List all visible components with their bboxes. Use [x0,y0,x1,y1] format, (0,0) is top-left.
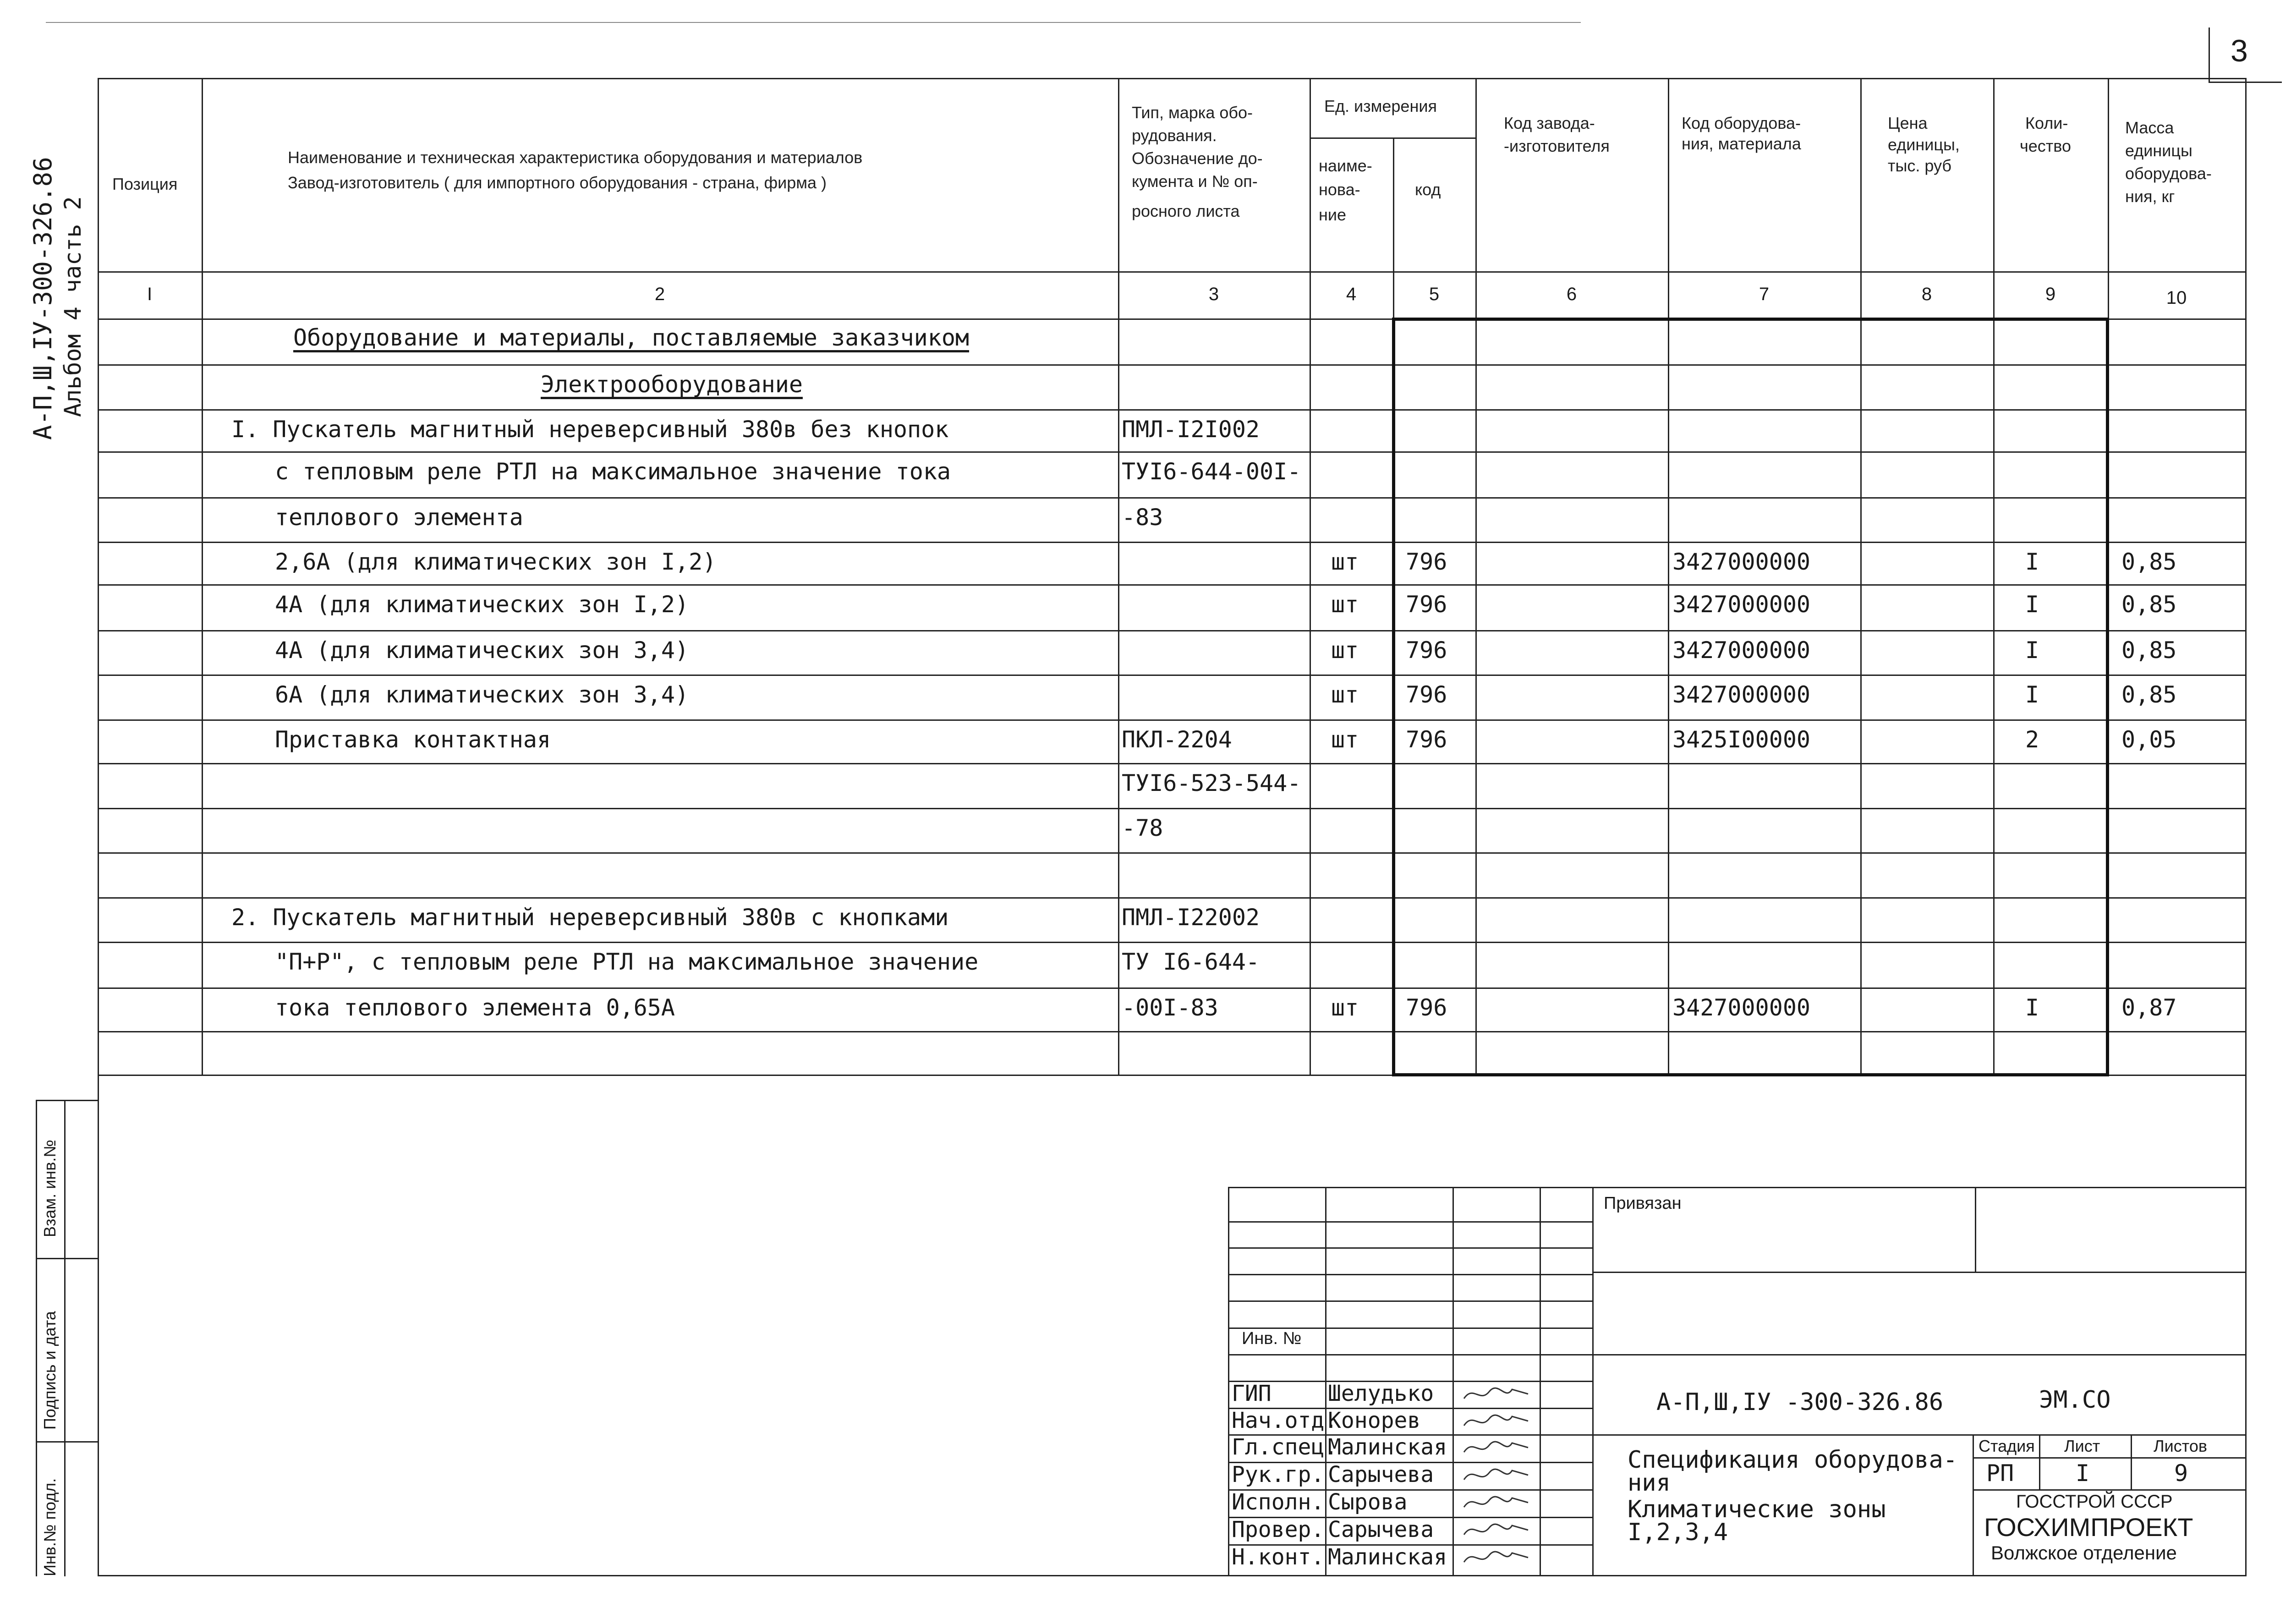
header-unit-name-3: ние [1319,205,1347,224]
header-qty-2: чество [2020,137,2072,155]
col-number: 10 [2166,288,2187,308]
signatory-name: Малинская [1328,1544,1447,1570]
stage-block-row2 [1973,1489,2246,1491]
privyazan-divider [1975,1187,1976,1272]
col-number: 3 [1208,284,1219,304]
side-title-line-1: А-П,Ш,IУ-300-326.86 [28,157,57,440]
bold-frame-left [1392,318,1395,1076]
header-type-5: росного листа [1132,202,1240,220]
row-code: 796 [1406,637,1447,664]
col-line-8 [1860,78,1862,1076]
side-stamp-div2 [36,1441,98,1443]
signatory-role: ГИП [1232,1381,1272,1406]
signature-stroke [1464,1388,1528,1399]
stage-label: Стадия [1979,1437,2035,1455]
row-name: 4А (для климатических зон I,2) [275,591,689,618]
header-unit-name-1: наиме- [1319,156,1372,175]
signature-stroke [1464,1497,1528,1507]
header-type-2: рудования. [1132,126,1217,145]
side-title-line-2: Альбом 4 часть 2 [60,196,86,417]
row-qty: I [2025,681,2039,708]
sheet-label: Лист [2064,1437,2100,1455]
row-unit: шт [1331,637,1359,664]
frame-bottom [98,1575,2247,1576]
row-type: ПКЛ-2204 [1122,726,1232,753]
signatory-name: Шелудько [1328,1381,1434,1406]
row-equip: 3425I00000 [1672,726,1811,753]
signatory-role: Рук.гр. [1232,1462,1325,1487]
row-name: 6А (для климатических зон 3,4) [275,681,689,708]
row-line [98,988,2247,989]
row-line [98,584,2247,586]
row-type: ПМЛ-I22002 [1122,904,1260,931]
header-maker-code-2: -изготовителя [1504,137,1610,155]
row-line [98,630,2247,631]
doc-title-1: Спецификация оборудова- [1628,1446,1958,1474]
signature-scribble [1462,1491,1530,1514]
header-unit-code: код [1415,180,1441,199]
sheet-value: I [2076,1460,2090,1487]
row-qty: I [2025,591,2039,618]
col-number: 8 [1921,284,1932,304]
stage-value: РП [1986,1460,2014,1487]
page-number: 3 [2231,33,2248,68]
header-price-1: Цена [1888,114,1928,132]
row-unit: шт [1331,681,1359,708]
stamp-row [1228,1274,1592,1275]
header-type-4: кумента и № оп- [1132,172,1258,191]
row-unit: шт [1331,591,1359,618]
signatory-role: Нач.отд. [1232,1408,1338,1433]
stamp-row [1228,1300,1592,1302]
row-qty: I [2025,994,2039,1021]
row-code: 796 [1406,549,1447,575]
signature-stroke [1464,1442,1528,1452]
bold-frame-top [1392,318,2109,321]
header-unit-group: Ед. измерения [1324,97,1437,115]
header-mass-4: ния, кг [2125,187,2175,206]
row-mass: 0,05 [2121,726,2177,753]
sheets-value: 9 [2174,1460,2188,1487]
frame-top [98,78,2247,79]
side-stamp-podpis: Подпись и дата [40,1311,59,1430]
row-qty: I [2025,637,2039,664]
row-code: 796 [1406,726,1447,753]
row-line [98,808,2247,809]
row-type: ТУI6-644-00I- [1122,458,1301,485]
stamp-col-d [1592,1187,1594,1576]
stage-col-2 [2131,1434,2132,1489]
header-mass-3: оборудова- [2125,164,2212,183]
header-type-1: Тип, марка обо- [1132,103,1253,122]
row-line [98,675,2247,676]
side-stamp-inner [64,1100,66,1576]
row-name: 4А (для климатических зон 3,4) [275,637,689,664]
row-line [98,451,2247,453]
row-name: теплового элемента [275,504,523,531]
section-title-electro: Электрооборудование [541,371,803,398]
header-bottom [98,271,2247,273]
header-price-3: тыс. руб [1888,156,1952,175]
header-position: Позиция [112,175,178,193]
side-stamp-top [36,1100,98,1101]
row-name: "П+Р", с тепловым реле РТЛ на максимальное значение [275,949,979,975]
signature-scribble [1462,1410,1530,1432]
side-stamp-div1 [36,1258,98,1259]
row-code: 796 [1406,994,1447,1021]
header-equip-code-1: Код оборудова- [1682,114,1801,132]
row-mass: 0,85 [2121,681,2177,708]
stage-col-1 [2039,1434,2040,1489]
row-qty: 2 [2025,726,2039,753]
signature-scribble [1462,1436,1530,1459]
signatory-name: Сарычева [1328,1517,1434,1542]
signatory-name: Малинская [1328,1434,1447,1460]
row-mass: 0,85 [2121,637,2177,664]
col-number: 9 [2045,284,2056,304]
col-line-4 [1310,78,1311,1076]
row-line [98,497,2247,499]
header-qty-1: Коли- [2025,114,2068,132]
row-equip: 3427000000 [1672,681,1811,708]
header-unit-name-2: нова- [1319,180,1360,199]
header-price-2: единицы, [1888,135,1960,154]
section-title-supplied: Оборудование и материалы, поставляемые заказчиком [293,324,970,351]
privyazan-label: Привязан [1604,1194,1682,1213]
row-name: 2,6А (для климатических зон I,2) [275,549,717,575]
inv-label: Инв. № [1242,1329,1302,1348]
signatory-name: Сырова [1328,1489,1408,1515]
bold-frame-right [2106,318,2109,1076]
col-number: 6 [1566,284,1577,304]
row-equip: 3427000000 [1672,549,1811,575]
row-unit: шт [1331,726,1359,753]
row-equip: 3427000000 [1672,994,1811,1021]
header-name-2: Завод-изготовитель ( для импортного оборудования - страна, фирма ) [288,173,827,192]
row-type: ПМЛ-I2I002 [1122,416,1260,443]
row-name: I. Пускатель магнитный нереверсивный 380в без кнопок [231,416,949,443]
stamp-row [1228,1221,1592,1223]
row-name: Приставка контактная [275,726,551,753]
row-type: ТУI6-523-544- [1122,770,1301,796]
row-code: 796 [1406,591,1447,618]
doc-title-4: I,2,3,4 [1628,1519,1728,1546]
frame-right [2245,78,2247,1576]
col-line-6 [1475,78,1477,1076]
row-equip: 3427000000 [1672,637,1811,664]
stamp-top [1228,1187,2246,1188]
row-mass: 0,87 [2121,994,2177,1021]
col-line-3 [1118,78,1119,1076]
signature-stroke [1464,1415,1528,1426]
signatory-role: Исполн. [1232,1489,1325,1515]
row-line [98,852,2247,854]
col-number: 2 [654,284,665,304]
signatory-name: Сарычева [1328,1462,1434,1487]
header-name-1: Наименование и техническая характеристика оборудования и материалов [288,148,863,167]
col-number: 5 [1429,284,1440,304]
unit-header-split [1310,137,1475,139]
stamp-row [1228,1247,1592,1249]
col-number: 4 [1346,284,1357,304]
side-stamp-left [36,1100,37,1576]
row-mass: 0,85 [2121,549,2177,575]
header-type-3: Обозначение до- [1132,149,1263,168]
stage-block-row1 [1973,1457,2246,1459]
doc-title-2: ния [1628,1469,1671,1497]
signature-scribble [1462,1464,1530,1487]
signatory-name: Конорев [1328,1408,1421,1433]
col-number: I [147,284,153,304]
row-line [98,542,2247,543]
row-equip: 3427000000 [1672,591,1811,618]
signature-stroke [1464,1469,1528,1480]
side-stamp-vzam: Взам. инв.№ [40,1139,59,1237]
side-stamp-inv: Инв.№ подл. [40,1478,59,1576]
row-type: -78 [1122,815,1163,841]
row-qty: I [2025,549,2039,575]
row-type: -83 [1122,504,1163,531]
privyazan-bottom [1592,1272,2246,1273]
signatory-role: Провер. [1232,1517,1325,1542]
row-unit: шт [1331,549,1359,575]
top-rule [46,22,1581,23]
signatory-role: Гл.спец. [1232,1434,1338,1460]
org-volga-branch: Волжское отделение [1991,1542,2177,1564]
col-line-7 [1668,78,1669,1076]
signature-scribble [1462,1519,1530,1542]
bold-frame-bottom [1392,1073,2109,1076]
header-mass-1: Масса [2125,118,2174,137]
col-number: 7 [1759,284,1770,304]
org-goskhimproekt: ГОСХИМПРОЕКТ [1984,1513,2193,1542]
signature-scribble [1462,1546,1530,1569]
signature-stroke [1464,1552,1528,1562]
row-code: 796 [1406,681,1447,708]
signature-stroke [1464,1524,1528,1535]
page-number-box-left [2209,27,2210,82]
col-line-9 [1993,78,1995,1076]
signature-scribble [1462,1383,1530,1405]
doc-title-3: Климатические зоны [1628,1496,1886,1523]
row-type: ТУ I6-644- [1122,949,1260,975]
org-gosstroy: ГОССТРОЙ СССР [2016,1492,2173,1512]
row-line [98,409,2247,411]
doc-mark: ЭМ.СО [2039,1386,2111,1414]
row-line [98,719,2247,721]
row-line [98,942,2247,943]
signatory-role: Н.конт. [1232,1544,1325,1570]
row-unit: шт [1331,994,1359,1021]
row-line [98,897,2247,899]
row-mass: 0,85 [2121,591,2177,618]
col-line-2 [202,78,203,1076]
row-name: с тепловым реле РТЛ на максимальное значение тока [275,458,951,485]
row-line [98,763,2247,764]
row-line [98,364,2247,366]
header-mass-2: единицы [2125,141,2192,160]
sheets-label: Листов [2154,1437,2207,1455]
header-maker-code-1: Код завода- [1504,114,1595,132]
header-equip-code-2: ния, материала [1682,134,1801,153]
row-name: тока теплового элемента 0,65А [275,994,675,1021]
row-line [98,1031,2247,1032]
doc-code: А-П,Ш,IУ -300-326.86 [1656,1388,1944,1416]
row-name: 2. Пускатель магнитный нереверсивный 380в с кнопками [231,904,949,931]
row-type: -00I-83 [1122,994,1218,1021]
stage-block-left [1973,1434,1974,1575]
stamp-row-main [1228,1354,2246,1355]
